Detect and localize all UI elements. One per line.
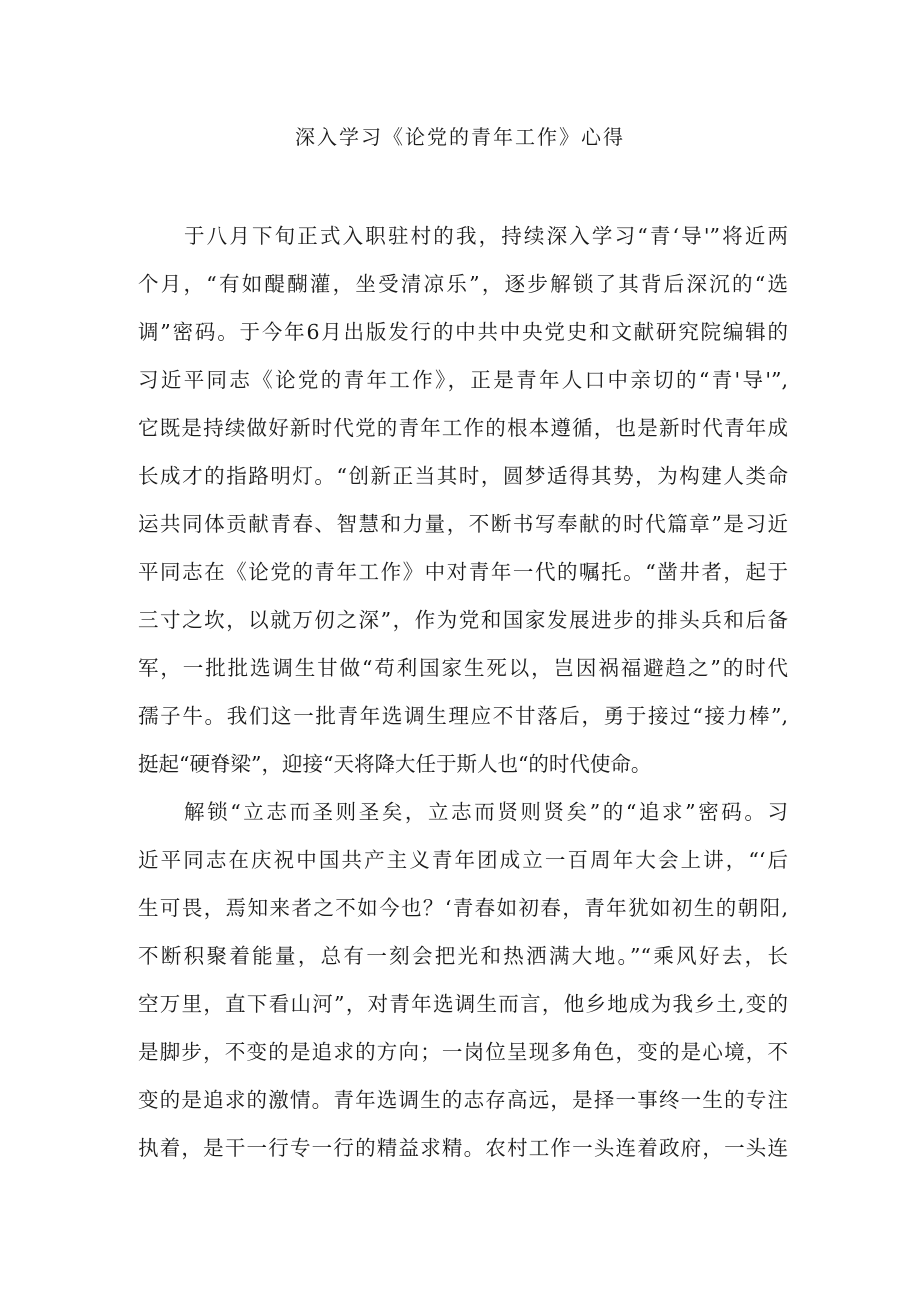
paragraph-line: 生可畏，焉知来者之不如今也？‘青春如初春，青年犹如初生的朝阳, [138, 896, 788, 920]
document-title: 深入学习《论党的青年工作》心得 [295, 125, 625, 149]
paragraph-line: 调”密码。于今年6月出版发行的中共中央党史和文献研究院编辑的 [138, 320, 788, 344]
paragraph-line: 平同志在《论党的青年工作》中对青年一代的嘱托。“凿井者，起于 [138, 560, 788, 584]
paragraph-line: 习近平同志《论党的青年工作》，正是青年人口中亲切的“青'导'”, [138, 368, 788, 392]
paragraph-line: 执着，是干一行专一行的精益求精。农村工作一头连着政府，一头连 [138, 1136, 788, 1160]
paragraph-line: 于八月下旬正式入职驻村的我，持续深入学习“青‘导'”将近两 [184, 224, 788, 248]
paragraph-line: 变的是追求的激情。青年选调生的志存高远，是择一事终一生的专注 [138, 1088, 788, 1112]
paragraph-line: 解锁“立志而圣则圣矣，立志而贤则贤矣”的“追求”密码。习 [184, 800, 788, 824]
paragraph-line: 它既是持续做好新时代党的青年工作的根本遵循，也是新时代青年成 [138, 416, 788, 440]
paragraph-line: 不断积聚着能量，总有一刻会把光和热洒满大地。”“乘风好去，长 [138, 944, 788, 968]
paragraph-line: 孺子牛。我们这一批青年选调生理应不甘落后，勇于接过“接力棒”, [138, 704, 788, 728]
paragraph-line: 是脚步，不变的是追求的方向；一岗位呈现多角色，变的是心境，不 [138, 1040, 788, 1064]
paragraph-line: 军，一批批选调生甘做“苟利国家生死以，岂因祸福避趋之”的时代 [138, 656, 788, 680]
paragraph-line: 运共同体贡献青春、智慧和力量，不断书写奉献的时代篇章”是习近 [138, 512, 788, 536]
paragraph-line: 空万里，直下看山河”，对青年选调生而言，他乡地成为我乡土,变的 [138, 992, 788, 1016]
paragraph-2 [138, 788, 788, 1172]
paragraph-1 [138, 212, 788, 788]
paragraph-line: 个月，“有如醍醐灌，坐受清凉乐”，逐步解锁了其背后深沉的“选 [138, 272, 788, 296]
document-body [138, 212, 788, 1172]
paragraph-line: 挺起“硬脊梁”，迎接“天将降大任于斯人也“的时代使命。 [138, 752, 652, 776]
paragraph-line: 长成才的指路明灯。“创新正当其时，圆梦适得其势，为构建人类命 [138, 464, 788, 488]
paragraph-line: 近平同志在庆祝中国共产主义青年团成立一百周年大会上讲，“‘后 [138, 848, 788, 872]
paragraph-line: 三寸之坎，以就万仞之深”，作为党和国家发展进步的排头兵和后备 [138, 608, 788, 632]
